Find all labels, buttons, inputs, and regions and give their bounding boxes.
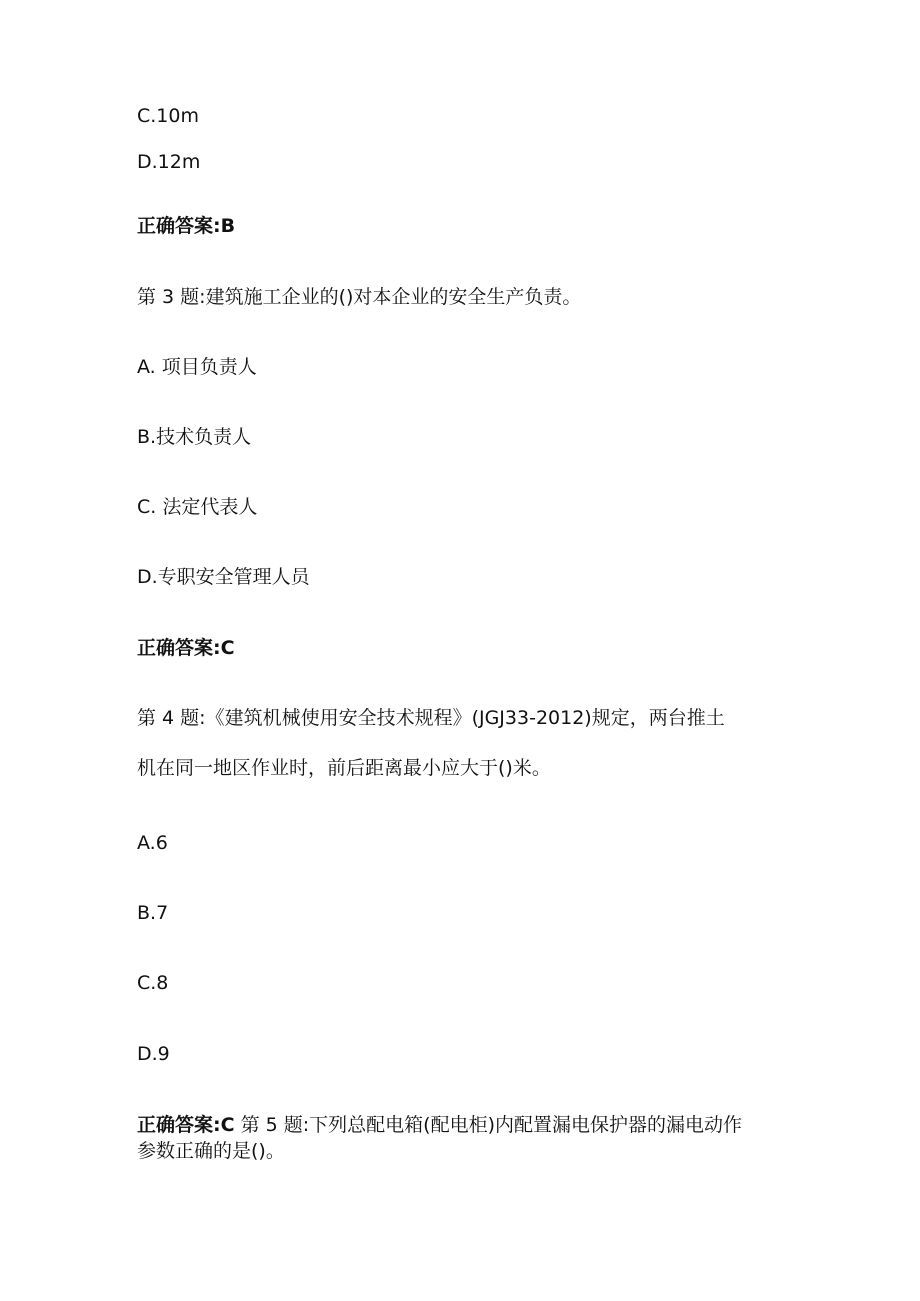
answer-label: 正确答案: bbox=[137, 1114, 221, 1136]
q2-option-d: D.12m bbox=[137, 151, 201, 173]
q4-option-d: D.9 bbox=[137, 1043, 170, 1065]
q3-answer bbox=[137, 636, 235, 660]
q4-stem-line1: 第 4 题:《建筑机械使用安全技术规程》(JGJ33-2012)规定，两台推土 bbox=[137, 707, 725, 729]
q2-option-c: C.10m bbox=[137, 105, 199, 127]
q4-option-c: C.8 bbox=[137, 972, 169, 994]
q3-option-a: A. 项目负责人 bbox=[137, 356, 257, 378]
q3-option-d: D.专职安全管理人员 bbox=[137, 566, 310, 588]
q2-answer bbox=[137, 214, 235, 238]
answer-value: C bbox=[220, 637, 235, 659]
answer-value: C bbox=[220, 1114, 235, 1136]
q4-option-b: B.7 bbox=[137, 902, 169, 924]
q4-answer-and-q5-stem bbox=[137, 1113, 742, 1137]
answer-label: 正确答案: bbox=[137, 215, 221, 237]
q5-stem-line1: 第 5 题:下列总配电箱(配电柜)内配置漏电保护器的漏电动作 bbox=[234, 1114, 742, 1136]
answer-value: B bbox=[220, 215, 236, 237]
q3-option-b: B.技术负责人 bbox=[137, 426, 252, 448]
q4-stem-line2: 机在同一地区作业时，前后距离最小应大于()米。 bbox=[137, 757, 551, 779]
q3-stem: 第 3 题:建筑施工企业的()对本企业的安全生产负责。 bbox=[137, 286, 582, 308]
q5-stem-line2: 参数正确的是()。 bbox=[137, 1140, 285, 1162]
q3-option-c: C. 法定代表人 bbox=[137, 496, 258, 518]
q4-option-a: A.6 bbox=[137, 832, 168, 854]
answer-label: 正确答案: bbox=[137, 637, 221, 659]
